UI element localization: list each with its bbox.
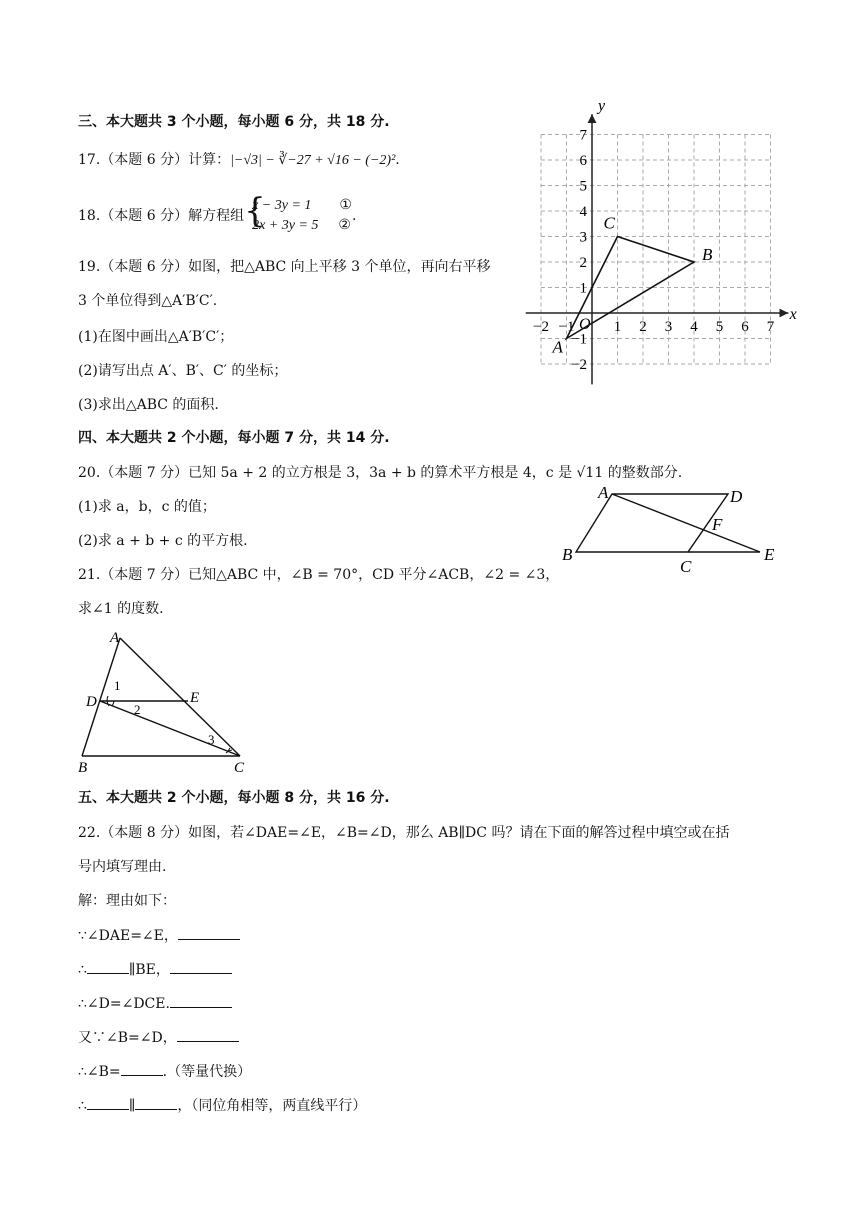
q17 — [78, 150, 400, 171]
label-a: A — [598, 483, 609, 502]
origin-label: O — [579, 316, 591, 333]
fill-blank[interactable] — [135, 1095, 177, 1110]
q22-step3: ∴∠D=∠DCE. — [78, 993, 232, 1014]
label-d: D — [86, 694, 97, 710]
q18 — [78, 191, 357, 240]
q17-suffix: . — [395, 152, 400, 168]
section5-heading: 五、本大题共 2 个小题，每小题 8 分，共 16 分. — [78, 790, 390, 806]
label-f: F — [712, 515, 723, 534]
q22-step2: ∴ ∥BE， — [78, 959, 232, 980]
y-tick-label: 4 — [579, 204, 587, 220]
fill-blank[interactable] — [170, 993, 232, 1008]
angle-1-label: 1 — [114, 678, 121, 693]
label-b: B — [78, 760, 88, 776]
q21-line2: 求∠1 的度数. — [78, 601, 164, 617]
q17-expression: |−√3| − ∛−27 + √16 − (−2)² — [230, 153, 396, 168]
q22-step4: 又∵∠B=∠D， — [78, 1027, 239, 1048]
q18-eq2: 2x + 3y = 5 ② — [252, 218, 351, 233]
fill-blank[interactable] — [177, 1027, 239, 1042]
x-tick-label: 1 — [613, 319, 622, 335]
q22-step6: ∴ ∥ ，（同位角相等，两直线平行） — [78, 1095, 366, 1116]
left-brace-icon: { — [244, 191, 266, 231]
y-tick-label: 5 — [579, 178, 587, 195]
q19-part3: (3)求出△ABC 的面积. — [78, 397, 219, 413]
q21-line1: 21.（本题 7 分）已知△ABC 中，∠B = 70°，CD 平分∠ACB，∠2 = ∠3， — [78, 567, 560, 583]
q18-prefix: 18.（本题 6 分）解方程组 — [78, 208, 245, 224]
fill-blank[interactable] — [87, 1095, 129, 1110]
y-tick-label: −1 — [571, 331, 587, 348]
y-tick-label: 1 — [579, 280, 587, 297]
fill-blank[interactable] — [87, 959, 129, 974]
label-a: A — [110, 630, 120, 646]
q18-suffix: . — [351, 208, 357, 224]
q20-line1: 20.（本题 7 分）已知 5a + 2 的立方根是 3，3a + b 的算术平方根是 4，c 是 √11 的整数部分. — [78, 465, 683, 481]
y-tick-label: 2 — [579, 255, 587, 271]
label-b: B — [562, 545, 573, 564]
label-e: E — [190, 690, 200, 706]
section3-heading: 三、本大题共 3 个小题，每小题 6 分，共 18 分. — [78, 114, 390, 130]
fill-blank[interactable] — [178, 925, 240, 940]
coordinate-grid-figure — [520, 97, 800, 388]
q22-line1: 22.（本题 8 分）如图，若∠DAE=∠E，∠B=∠D，那么 AB∥DC 吗？请在下面的解答过程中填空或在括 — [78, 825, 730, 841]
q20-part1: (1)求 a，b，c 的值； — [78, 499, 216, 515]
q19-part1: (1)在图中画出△A′B′C′； — [78, 329, 234, 345]
label-d: D — [730, 487, 743, 506]
q18-eq1: x − 3y = 1 ① — [252, 198, 352, 213]
parallelogram-figure — [560, 484, 790, 576]
y-tick-label: 7 — [579, 127, 587, 144]
triangle-figure — [70, 626, 260, 776]
point-label-a: A — [552, 337, 563, 357]
fill-blank[interactable] — [170, 959, 232, 974]
point-label-b: B — [702, 245, 713, 264]
q18-equation-system — [244, 191, 352, 236]
q19-part2: (2)请写出点 A′、B′、C′ 的坐标； — [78, 363, 288, 379]
x-tick-label: 5 — [715, 319, 724, 335]
x-tick-label: −1 — [558, 319, 575, 335]
q22-step1: ∵∠DAE=∠E， — [78, 925, 240, 946]
label-c: C — [680, 557, 692, 576]
x-tick-label: 2 — [639, 319, 647, 335]
q20-part2: (2)求 a + b + c 的平方根. — [78, 533, 248, 549]
x-tick-label: 4 — [690, 319, 698, 335]
q19-line1: 19.（本题 6 分）如图，把△ABC 向上平移 3 个单位，再向右平移 — [78, 259, 491, 275]
x-tick-label: −2 — [533, 319, 549, 335]
fill-blank[interactable] — [121, 1061, 163, 1076]
q22-line2: 号内填写理由. — [78, 859, 167, 875]
x-axis-label: x — [789, 306, 797, 323]
q19-line2: 3 个单位得到△A′B′C′. — [78, 293, 218, 309]
label-c: C — [234, 760, 245, 776]
y-tick-label: 6 — [579, 153, 587, 169]
angle-2-label: 2 — [134, 702, 141, 717]
y-tick-label: 3 — [579, 229, 587, 246]
section4-heading: 四、本大题共 2 个小题，每小题 7 分，共 14 分. — [78, 430, 390, 446]
point-label-c: C — [603, 213, 615, 233]
q17-prefix: 17.（本题 6 分）计算： — [78, 152, 231, 168]
angle-3-label: 3 — [208, 732, 215, 747]
label-e: E — [764, 545, 775, 564]
x-tick-label: 7 — [766, 319, 775, 335]
q22-step5: ∴∠B= .（等量代换） — [78, 1061, 251, 1082]
y-axis-label: y — [598, 97, 606, 115]
q22-solution: 解：理由如下： — [78, 893, 176, 909]
x-tick-label: 6 — [741, 319, 749, 335]
x-tick-label: 3 — [664, 319, 673, 335]
y-tick-label: −2 — [571, 357, 587, 373]
